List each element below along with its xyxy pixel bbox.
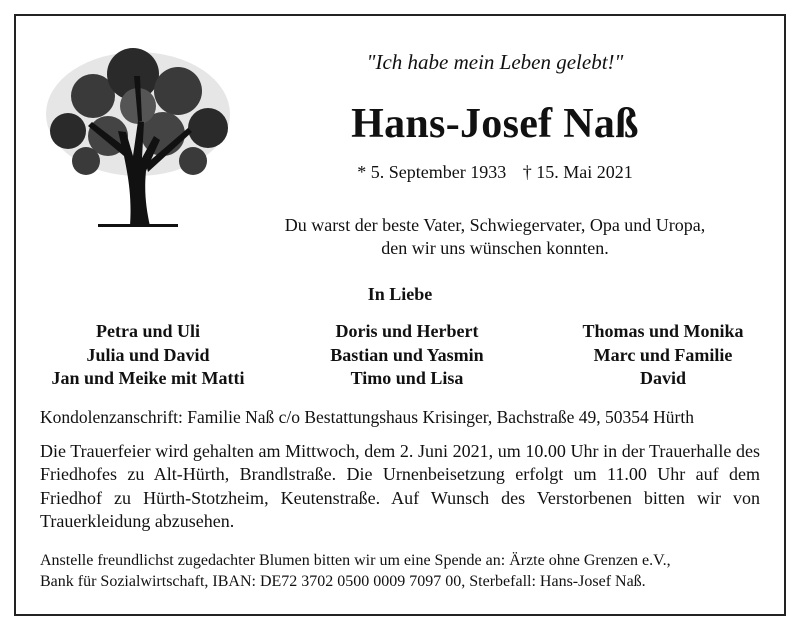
birth-date: * 5. September 1933 (357, 162, 507, 182)
mourner-name: Thomas und Monika (582, 321, 744, 341)
tree-icon (38, 36, 238, 232)
mourner-name: Timo und Lisa (350, 368, 464, 388)
motto: "Ich habe mein Leben gelebt!" (366, 50, 624, 74)
donation-request (40, 550, 760, 592)
mourner-name: Jan und Meike mit Matti (51, 368, 245, 388)
mourner-name: Petra und Uli (95, 321, 200, 341)
mourner-name: Doris und Herbert (335, 321, 479, 341)
mourner-name: David (639, 368, 686, 388)
tribute-line: den wir uns wünschen konnten. (381, 238, 609, 258)
mourners-column (18, 320, 278, 391)
life-dates (300, 162, 690, 183)
in-love-heading: In Liebe (367, 284, 433, 304)
tribute-line: Du warst der beste Vater, Schwiegervater, Opa und Uropa, (284, 215, 706, 235)
donation-line: Anstelle freundlichst zugedachter Blumen bitten wir um eine Spende an: Ärzte ohne Grenzen e.V., (40, 552, 671, 569)
ceremony-details: Die Trauerfeier wird gehalten am Mittwoch, dem 2. Juni 2021, um 10.00 Uhr in der Trauerhalle des Friedhofes zu Alt-Hürth, Brandlstraße. Die Urnenbeisetzung erfolgt um 11.00 Uhr auf dem Friedhof zu Hürth-Stotzheim, Keutenstraße. Auf Wunsch des Verstorbenen bitten wir von Trauerkleidung abzusehen. (40, 441, 760, 531)
death-date: † 15. Mai 2021 (522, 162, 633, 182)
mourner-name: Julia und David (86, 344, 210, 365)
donation-line: Bank für Sozialwirtschaft, IBAN: DE72 3702 0500 0009 7097 00, Sterbefall: Hans-Josef Naß. (40, 573, 646, 590)
condolence-address: Kondolenzanschrift: Familie Naß c/o Bestattungshaus Krisinger, Bachstraße 49, 50354 Hürth (40, 407, 694, 427)
mourner-name: Bastian und Yasmin (330, 344, 484, 365)
tribute-text (230, 214, 760, 260)
mourners-column (277, 320, 537, 391)
mourners-column (533, 320, 793, 391)
deceased-name: Hans-Josef Naß (351, 101, 639, 147)
mourner-name: Marc und Familie (593, 344, 733, 365)
